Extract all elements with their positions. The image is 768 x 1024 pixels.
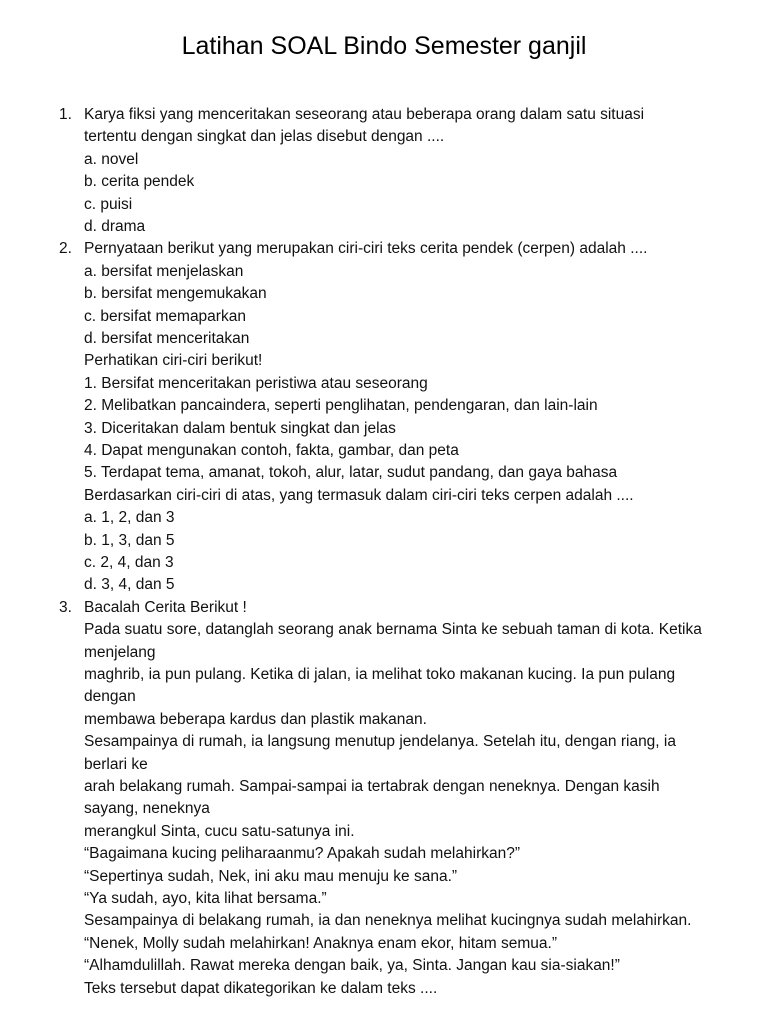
question-text-line: Berdasarkan ciri-ciri di atas, yang termasuk dalam ciri-ciri teks cerpen adalah ....: [84, 486, 634, 504]
question-text-line: a. bersifat menjelaskan: [84, 262, 244, 280]
question-text-line: d. 3, 4, dan 5: [84, 576, 175, 594]
question-text-line: “Nenek, Molly sudah melahirkan! Anaknya enam ekor, hitam semua.”: [84, 934, 557, 952]
question-text-line: Sesampainya di rumah, ia langsung menutup jendelanya. Setelah itu, dengan riang, ia: [84, 733, 676, 751]
question-text-line: “Bagaimana kucing peliharaanmu? Apakah sudah melahirkan?”: [84, 845, 520, 863]
question-text-line: b. 1, 3, dan 5: [84, 531, 175, 549]
question-text-line: b. cerita pendek: [84, 173, 195, 191]
question-text-line: a. 1, 2, dan 3: [84, 509, 175, 527]
question-text-line: menjelang: [84, 643, 156, 661]
question-text-line: Karya fiksi yang menceritakan seseorang atau beberapa orang dalam satu situasi: [84, 106, 645, 123]
question-text-line: b. bersifat mengemukakan: [84, 285, 267, 303]
question-text-line: “Ya sudah, ayo, kita lihat bersama.”: [84, 890, 327, 907]
question-text-line: Pada suatu sore, datanglah seorang anak bernama Sinta ke sebuah taman di kota. Ketika: [84, 621, 702, 639]
question-text-line: 5. Terdapat tema, amanat, tokoh, alur, latar, sudut pandang, dan gaya bahasa: [84, 464, 618, 482]
question-text-line: dengan: [84, 688, 136, 706]
question-text-line: merangkul Sinta, cucu satu-satunya ini.: [84, 822, 355, 840]
question-text-line: 3. Diceritakan dalam bentuk singkat dan jelas: [84, 419, 396, 437]
question-text-line: c. puisi: [84, 195, 133, 213]
question-text-line: Bacalah Cerita Berikut !: [84, 598, 247, 616]
question-text-line: Perhatikan ciri-ciri berikut!: [84, 352, 263, 370]
question-number: 3.: [59, 598, 72, 616]
question-text-line: arah belakang rumah. Sampai-sampai ia tertabrak dengan neneknya. Dengan kasih: [84, 778, 660, 795]
question-text-line: d. bersifat menceritakan: [84, 330, 250, 347]
question-text-line: c. bersifat memaparkan: [84, 307, 246, 325]
question-number: 2.: [59, 240, 72, 258]
question-text-line: c. 2, 4, dan 3: [84, 554, 174, 571]
question-text-line: Teks tersebut dapat dikategorikan ke dalam teks ....: [84, 979, 438, 997]
question-text-line: 2. Melibatkan pancaindera, seperti penglihatan, pendengaran, dan lain-lain: [84, 397, 598, 415]
question-text-line: membawa beberapa kardus dan plastik makanan.: [84, 710, 427, 728]
question-text-line: tertentu dengan singkat dan jelas disebut dengan ....: [84, 128, 445, 146]
question-text-line: Pernyataan berikut yang merupakan ciri-ciri teks cerita pendek (cerpen) adalah ....: [84, 240, 648, 258]
question-text-line: Sesampainya di belakang rumah, ia dan neneknya melihat kucingnya sudah melahirkan.: [84, 912, 692, 930]
question-text-line: “Sepertinya sudah, Nek, ini aku mau menuju ke sana.”: [84, 867, 458, 885]
question-text-line: a. novel: [84, 150, 139, 168]
question-text-line: 4. Dapat mengunakan contoh, fakta, gambar, dan peta: [84, 442, 459, 459]
question-text-line: 1. Bersifat menceritakan peristiwa atau seseorang: [84, 374, 428, 392]
question-text-line: sayang, neneknya: [84, 800, 210, 818]
question-text-line: d. drama: [84, 218, 146, 235]
question-number: 1.: [59, 106, 72, 123]
question-text-line: berlari ke: [84, 755, 148, 773]
question-text-line: “Alhamdulillah. Rawat mereka dengan baik, ya, Sinta. Jangan kau sia-siakan!”: [84, 957, 620, 975]
question-text-line: maghrib, ia pun pulang. Ketika di jalan, ia melihat toko makanan kucing. Ia pun pulang: [84, 666, 676, 683]
document-title: Latihan SOAL Bindo Semester ganjil: [181, 32, 587, 60]
